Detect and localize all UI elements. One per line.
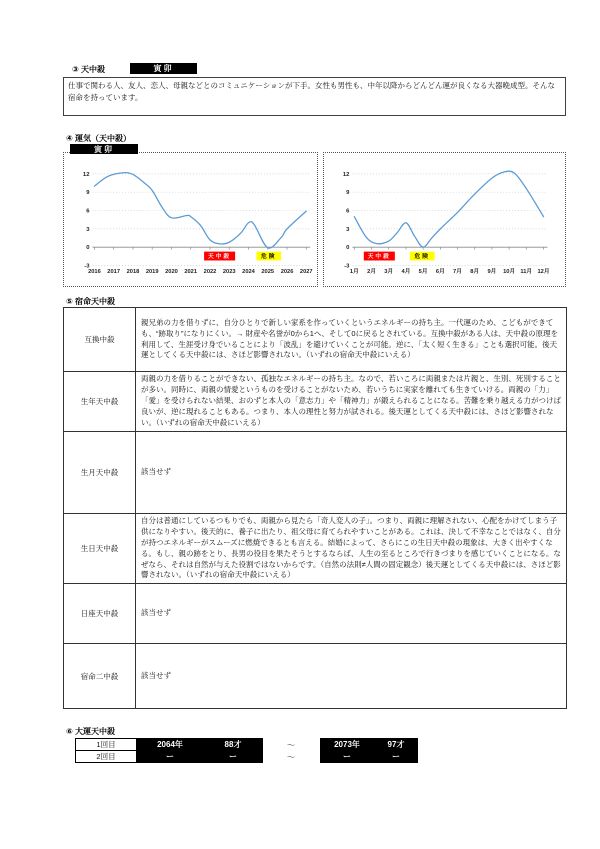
- range-tilde-2: ～: [286, 751, 296, 762]
- svg-text:2月: 2月: [367, 269, 377, 276]
- row-text: 両親の力を借りることができない、孤独なエネルギーの持ち主。なので、若いころに両親または片親と、生別、死別することが多い。同時に、両親の情愛というものを受けることがないため、若いうちに実家を離れても生きていける。両親の「力」「愛」を受けられない結果、おのずと本人の「意志力」や「精神力」が鍛えられることになる。苦難を乗り越える力がつけば良いが、逆に現れることもある。つまり、本人の理性と努力が試される。後天運としてくる天中殺には、さほど影響されない。（いずれの宿命天中殺にいえる）: [136, 372, 567, 432]
- svg-text:危険: 危険: [414, 254, 430, 261]
- svg-text:1月: 1月: [349, 269, 359, 276]
- svg-text:4月: 4月: [401, 269, 411, 276]
- svg-text:-3: -3: [344, 263, 350, 270]
- svg-text:11月: 11月: [520, 269, 533, 276]
- yearly-luck-chart-box: [63, 152, 318, 287]
- tenchusatsu-description: 仕事で関わる人、友人、恋人、母親などとのコミュニケーションが下手。女性も男性も、中年以降からどんどん運が良くなる大器晩成型。そんな宿命を持っています。: [63, 77, 566, 116]
- svg-text:2019: 2019: [145, 269, 159, 276]
- row-label: 生月天中殺: [64, 432, 136, 514]
- svg-text:9: 9: [86, 190, 90, 197]
- daiun-end-age-1: 97才: [387, 739, 405, 749]
- tenchusatsu-badge-3: 寅卯: [130, 63, 197, 74]
- table-row: [64, 584, 567, 644]
- svg-text:2021: 2021: [184, 269, 198, 276]
- daiun-end-age-2: ー: [392, 752, 400, 762]
- svg-text:2022: 2022: [203, 269, 217, 276]
- svg-text:2027: 2027: [299, 269, 313, 276]
- table-row: [64, 644, 567, 709]
- svg-text:12: 12: [82, 171, 90, 178]
- daiun-start-age-1: 88才: [224, 739, 242, 749]
- daiun-start-year-1: 2064年: [157, 739, 183, 749]
- table-row: [64, 308, 567, 372]
- svg-text:9月: 9月: [487, 269, 497, 276]
- svg-text:0: 0: [86, 245, 90, 252]
- svg-text:2016: 2016: [88, 269, 101, 276]
- daiun-start-block: [137, 738, 263, 763]
- row-text: 該当せず: [136, 644, 567, 709]
- daiun-end-block: [320, 738, 418, 763]
- daiun-end-year-1: 2073年: [334, 739, 360, 749]
- section3-title: ③ 天中殺: [72, 65, 105, 74]
- svg-text:2020: 2020: [165, 269, 178, 276]
- daiun-start-age-2: ー: [229, 752, 237, 762]
- svg-text:6月: 6月: [435, 269, 445, 276]
- svg-text:3: 3: [346, 226, 350, 233]
- svg-text:3: 3: [86, 226, 90, 233]
- range-tilde-1: ～: [286, 739, 296, 750]
- svg-text:2017: 2017: [107, 269, 120, 276]
- shukumei-table: [63, 307, 567, 709]
- section6-title: ⑥ 大運天中殺: [66, 727, 115, 736]
- svg-text:12月: 12月: [537, 269, 550, 276]
- row-label: 日座天中殺: [64, 584, 136, 644]
- svg-text:12: 12: [342, 171, 350, 178]
- row-label: 生日天中殺: [64, 514, 136, 584]
- svg-text:10月: 10月: [503, 269, 516, 276]
- svg-text:2026: 2026: [280, 269, 294, 276]
- svg-text:9: 9: [346, 190, 350, 197]
- row-label: 互換中殺: [64, 308, 136, 372]
- monthly-luck-chart: [324, 153, 565, 286]
- svg-text:2024: 2024: [242, 269, 255, 276]
- svg-text:8月: 8月: [470, 269, 480, 276]
- daiun-row1-label: 1回目: [75, 738, 137, 751]
- row-label: 生年天中殺: [64, 372, 136, 432]
- row-text: 自分は普通にしているつもりでも、両親から見たら「奇人変人の子」。つまり、両親に理解されない、心配をかけてしまう子供になりやすい。後天的に、養子に出たり、祖父母に育てられやすいことがある。これは、決して不幸なことではなく、自分が持つエネルギーがスムーズに燃焼できるとも言える。結婚によって、さらにこの生日天中殺の現象は、大きく出やすくなる。もし、親の跡をとり、長男の役目を果たそうとするならば、人生の至るところで行きづまりを感じていくことになる。なぜなら、それは自然が与えた役割ではないからです。（自然の法則≠人間の固定観念）後天運としてくる天中殺には、さほど影響されない。（いずれの宿命天中殺にいえる）: [136, 514, 567, 584]
- section4-title: ④ 運気（天中殺）: [66, 134, 131, 143]
- svg-text:6: 6: [346, 208, 350, 215]
- svg-text:危険: 危険: [261, 254, 277, 261]
- svg-text:2025: 2025: [261, 269, 275, 276]
- row-label: 宿命二中殺: [64, 644, 136, 709]
- table-row: [64, 514, 567, 584]
- row-text: 該当せず: [136, 432, 567, 514]
- svg-text:5月: 5月: [418, 269, 428, 276]
- daiun-end-year-2: ー: [343, 752, 351, 762]
- svg-text:0: 0: [346, 245, 350, 252]
- section5-title: ⑤ 宿命天中殺: [66, 297, 115, 306]
- svg-text:-3: -3: [84, 263, 90, 270]
- svg-text:天中殺: 天中殺: [367, 254, 391, 261]
- svg-text:7月: 7月: [453, 269, 462, 276]
- svg-text:2023: 2023: [222, 269, 236, 276]
- row-text: 親兄弟の力を借りずに、自分ひとりで新しい家系を作っていくというエネルギーの持ち主。一代運のため、こどもができても、“跡取り”になりにくい。→ 財産や名誉が0から1へ、そして0に戻るとされている。互換中殺がある人は、天中殺の原理を利用して、生涯受け身でいることにより「波乱」を避けていくことが可能。逆に、「太く短く生きる」ことも選択可能。後天運としてくる天中殺には、さほど影響されない。（いずれの宿命天中殺にいえる）: [136, 308, 567, 372]
- svg-text:6: 6: [86, 208, 90, 215]
- table-row: [64, 432, 567, 514]
- yearly-luck-chart: [64, 153, 317, 286]
- svg-text:3月: 3月: [384, 269, 394, 276]
- svg-text:天中殺: 天中殺: [208, 254, 232, 261]
- daiun-row2-label: 2回目: [75, 750, 137, 763]
- monthly-luck-chart-box: [323, 152, 566, 287]
- svg-text:2018: 2018: [126, 269, 140, 276]
- row-text: 該当せず: [136, 584, 567, 644]
- daiun-start-year-2: ー: [166, 752, 174, 762]
- table-row: [64, 372, 567, 432]
- tenchusatsu-badge-4: 寅卯: [70, 144, 138, 154]
